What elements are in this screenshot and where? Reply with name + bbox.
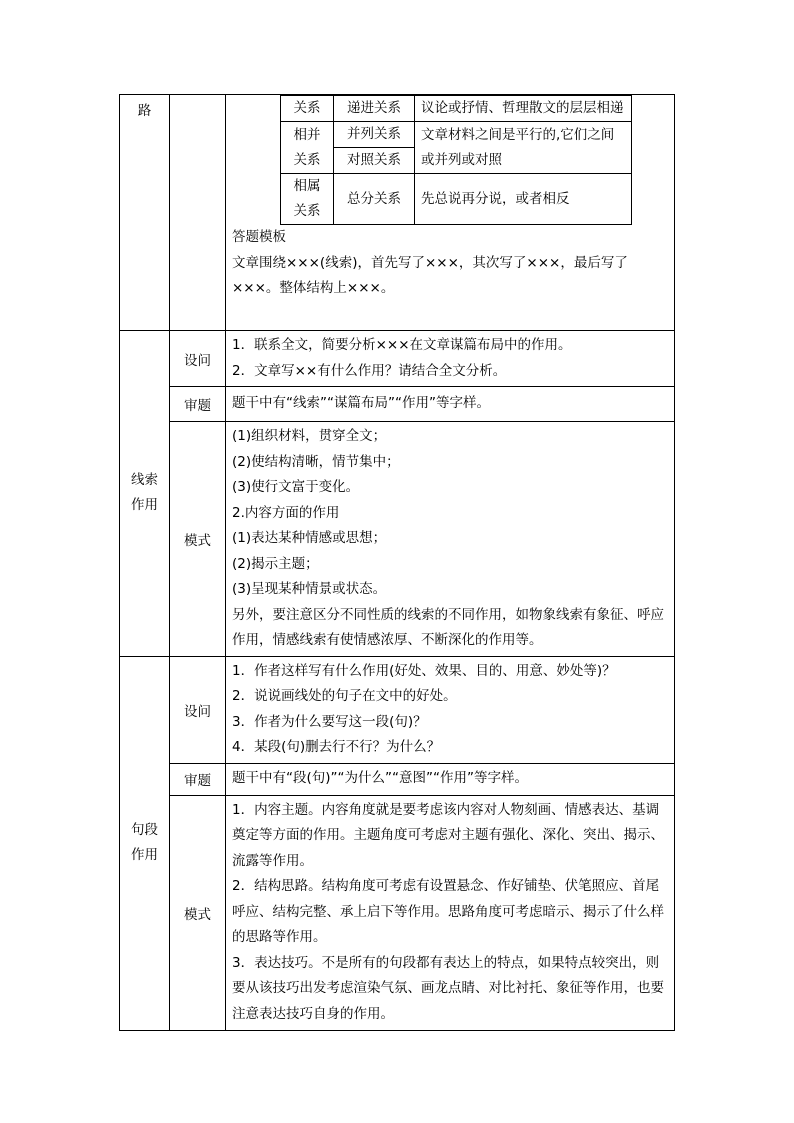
clue-question-row — [120, 331, 675, 387]
clue-label: 线索作用 — [131, 472, 158, 514]
sentence-question-content — [226, 656, 675, 763]
clue-label-cell — [120, 331, 170, 657]
sentence-pattern-row — [120, 795, 675, 1030]
clue-question-content — [226, 331, 675, 387]
sentence-review-row — [120, 763, 675, 795]
clue-review-content: 题干中有“线索”“谋篇布局”“作用”等字样。 — [226, 387, 675, 422]
relation-key: 关系 — [281, 96, 334, 122]
relation-desc: 文章材料之间是平行的,它们之间或并列或对照 — [415, 122, 632, 174]
template-title: 答题模板 — [232, 229, 286, 245]
list-item: 1．联系全文，简要分析×××在文章谋篇布局中的作用。 — [232, 337, 572, 353]
sentence-review-label: 审题 — [170, 763, 226, 795]
list-item: 2．文章写××有什么作用？请结合全文分析。 — [232, 362, 507, 379]
template-text: 文章围绕×××(线索)，首先写了×××，其次写了×××，最后写了×××。整体结构上×××。 — [232, 254, 628, 296]
sentence-review-content: 题干中有“段(句)”“为什么”“意图”“作用”等字样。 — [226, 763, 675, 795]
clue-pattern-row — [120, 422, 675, 657]
structure-label-cell — [120, 95, 170, 331]
sentence-pattern-label: 模式 — [170, 795, 226, 1030]
list-item: 3．表达技巧。不是所有的句段都有表达上的特点，如果特点较突出，则要从该技巧出发考虑渲染气氛、画龙点睛、对比衬托、象征等作用，也要注意表达技巧自身的作用。 — [232, 954, 664, 1022]
sentence-question-label: 设问 — [170, 656, 226, 763]
clue-review-row — [120, 387, 675, 422]
sentence-label: 句段作用 — [131, 822, 158, 863]
list-item: 2．结构思路。结构角度可考虑有设置悬念、作好铺垫、伏笔照应、首尾呼应、结构完整、承上启下等作用。思路角度可考虑暗示、揭示了什么样的思路等作用。 — [232, 878, 664, 946]
relation-type: 总分关系 — [334, 174, 415, 225]
answer-method-table — [119, 94, 675, 1031]
list-item: (1)组织材料，贯穿全文； — [232, 428, 387, 444]
list-item: 3．作者为什么要写这一段(句)？ — [232, 713, 427, 730]
list-item: 2.内容方面的作用 — [232, 504, 340, 521]
relation-row — [281, 96, 632, 122]
list-item: 另外，要注意区分不同性质的线索的不同作用，如物象线索有象征、呼应作用，情感线索有使情感浓厚、不断深化的作用等。 — [232, 606, 664, 648]
relation-row — [281, 174, 632, 225]
relation-row — [281, 122, 632, 148]
sentence-question-row — [120, 656, 675, 763]
relation-type: 递进关系 — [334, 96, 415, 122]
list-item: (2)使结构清晰，情节集中； — [232, 453, 400, 470]
relation-desc: 议论或抒情、哲理散文的层层相递 — [415, 96, 632, 122]
structure-content — [226, 95, 675, 331]
structure-row — [120, 95, 675, 331]
structure-empty-cell — [170, 95, 226, 331]
structure-label: 路 — [137, 103, 152, 119]
relation-key: 相属关系 — [281, 174, 334, 225]
list-item: (2)揭示主题； — [232, 555, 319, 572]
list-item: 4．某段(句)删去行不行？为什么？ — [232, 739, 441, 755]
list-item: 1．内容主题。内容角度就是要考虑该内容对人物刻画、情感表达、基调奠定等方面的作用。主题角度可考虑对主题有强化、深化、突出、揭示、流露等作用。 — [232, 801, 664, 869]
list-item: 2．说说画线处的句子在文中的好处。 — [232, 688, 457, 704]
list-item: (1)表达某种情感或思想； — [232, 530, 387, 546]
sentence-pattern-content — [226, 795, 675, 1030]
relation-type: 并列关系 — [334, 122, 415, 148]
relation-type: 对照关系 — [334, 148, 415, 174]
sentence-label-cell — [120, 656, 170, 1030]
clue-pattern-content — [226, 422, 675, 657]
list-item: (3)呈现某种情景或状态。 — [232, 581, 387, 597]
clue-pattern-label: 模式 — [170, 422, 226, 657]
relation-table — [280, 95, 632, 225]
clue-review-label: 审题 — [170, 387, 226, 422]
list-item: 1．作者这样写有什么作用(好处、效果、目的、用意、妙处等)？ — [232, 662, 616, 679]
clue-question-label: 设问 — [170, 331, 226, 387]
list-item: (3)使行文富于变化。 — [232, 479, 360, 495]
relation-key: 相并关系 — [281, 122, 334, 174]
relation-desc: 先总说再分说，或者相反 — [415, 174, 632, 225]
